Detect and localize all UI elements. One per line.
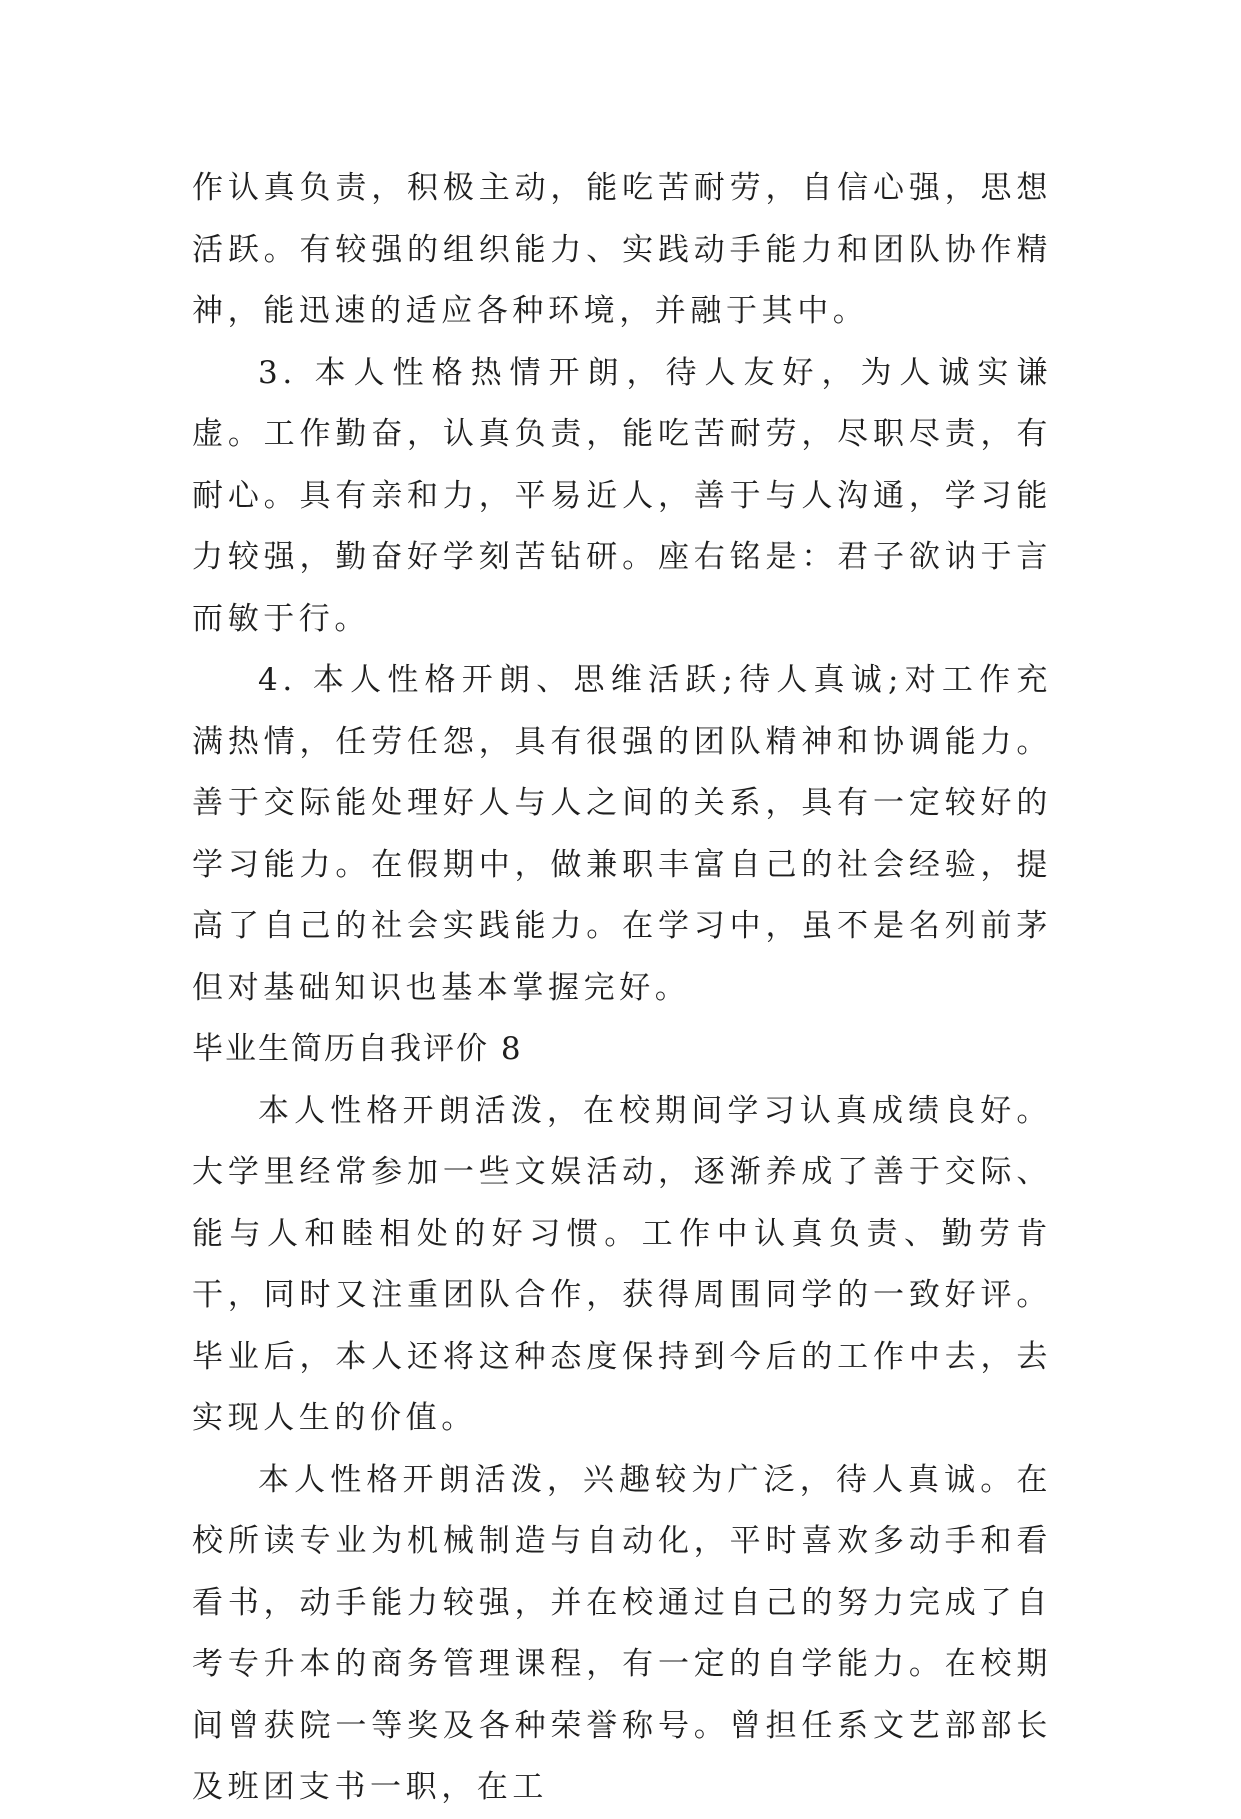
document-body: [192, 158, 1052, 1819]
paragraph-evaluation-1: 本人性格开朗活泼，在校期间学习认真成绩良好。大学里经常参加一些文娱活动，逐渐养成了善于交际、能与人和睦相处的好习惯。工作中认真负责、勤劳肯干，同时又注重团队合作，获得周围同学的一致好评。毕业后，本人还将这种态度保持到今后的工作中去，去实现人生的价值。: [192, 1092, 1052, 1436]
paragraph-item-4: 4. 本人性格开朗、思维活跃;待人真诚;对工作充满热情，任劳任怨，具有很强的团队精神和协调能力。善于交际能处理好人与人之间的关系，具有一定较好的学习能力。在假期中，做兼职丰富自己的社会经验，提高了自己的社会实践能力。在学习中，虽不是名列前茅但对基础知识也基本掌握完好。: [192, 662, 1052, 1006]
paragraph-continuation: 作认真负责，积极主动，能吃苦耐劳，自信心强，思想活跃。有较强的组织能力、实践动手能力和团队协作精神，能迅速的适应各种环境，并融于其中。: [192, 170, 1052, 329]
section-heading: 毕业生简历自我评价 8: [192, 1031, 523, 1067]
paragraph-evaluation-2: 本人性格开朗活泼，兴趣较为广泛，待人真诚。在校所读专业为机械制造与自动化，平时喜欢多动手和看看书，动手能力较强，并在校通过自己的努力完成了自考专升本的商务管理课程，有一定的自学能力。在校期间曾获院一等奖及各种荣誉称号。曾担任系文艺部部长及班团支书一职，在工: [192, 1461, 1052, 1805]
paragraph-item-3: 3. 本人性格热情开朗，待人友好，为人诚实谦虚。工作勤奋，认真负责，能吃苦耐劳，尽职尽责，有耐心。具有亲和力，平易近人，善于与人沟通，学习能力较强，勤奋好学刻苦钻研。座右铭是：君子欲讷于言而敏于行。: [192, 354, 1052, 637]
